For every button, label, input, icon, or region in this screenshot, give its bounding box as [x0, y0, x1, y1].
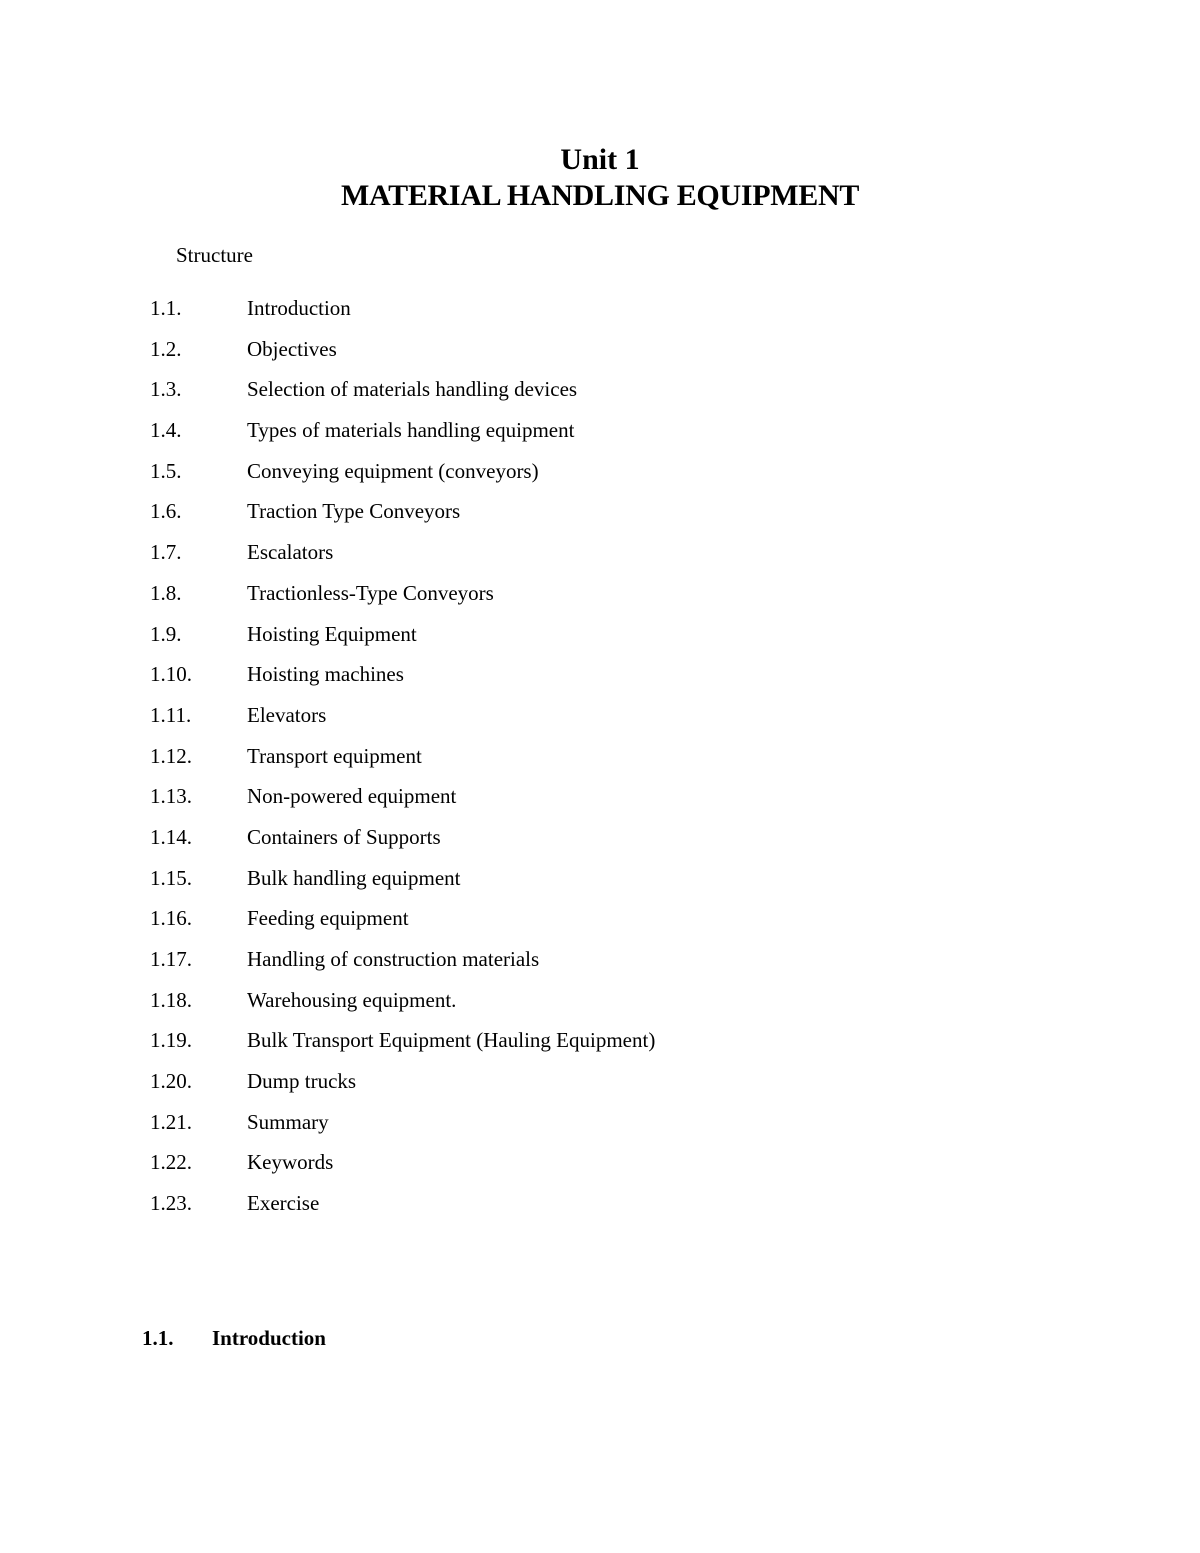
toc-item [0, 497, 1200, 538]
toc-item [0, 1026, 1200, 1067]
toc-item-title: Exercise [247, 1191, 320, 1216]
toc-item [0, 660, 1200, 701]
toc-item-title: Objectives [247, 336, 337, 361]
toc-item-number: 1.21. [150, 1109, 192, 1134]
toc-item [0, 620, 1200, 661]
toc-item [0, 335, 1200, 376]
toc-item-number: 1.12. [150, 743, 192, 768]
toc-item-number: 1.3. [150, 377, 182, 402]
toc-item-number: 1.11. [150, 702, 192, 727]
toc-item-title: Summary [247, 1109, 329, 1134]
toc-item [0, 1108, 1200, 1149]
toc-item [0, 457, 1200, 498]
section-heading [142, 1324, 326, 1352]
toc-item [0, 294, 1200, 335]
toc-item-number: 1.1. [150, 296, 182, 320]
toc-item-number: 1.20. [150, 1069, 192, 1094]
toc-item-title: Non-powered equipment [247, 784, 457, 809]
toc-item-title: Bulk Transport Equipment (Hauling Equipment) [247, 1028, 656, 1053]
toc-item-number: 1.6. [150, 499, 182, 524]
toc-item-title: Escalators [247, 540, 334, 565]
toc-item-number: 1.9. [150, 621, 182, 646]
toc-item-title: Containers of Supports [247, 824, 441, 849]
toc-item-title: Hoisting Equipment [247, 621, 417, 646]
toc-item [0, 1067, 1200, 1108]
toc-item [0, 701, 1200, 742]
toc-item [0, 782, 1200, 823]
toc-item [0, 904, 1200, 945]
toc-item-title: Warehousing equipment. [247, 987, 457, 1012]
toc-item-title: Elevators [247, 702, 327, 727]
main-title: MATERIAL HANDLING EQUIPMENT [340, 179, 860, 212]
toc-item-number: 1.4. [150, 418, 182, 443]
toc-item [0, 945, 1200, 986]
toc-item-title: Types of materials handling equipment [247, 418, 575, 443]
toc-item [0, 823, 1200, 864]
toc-item-number: 1.23. [150, 1191, 192, 1216]
unit-title: Unit 1 [560, 143, 640, 176]
toc-item-title: Selection of materials handling devices [247, 377, 578, 402]
toc-item-number: 1.22. [150, 1150, 192, 1175]
toc-item-title: Keywords [247, 1150, 334, 1175]
toc-item-title: Handling of construction materials [247, 947, 540, 971]
toc-item-title: Transport equipment [247, 743, 422, 768]
toc-item-number: 1.18. [150, 987, 192, 1012]
toc-item-title: Dump trucks [247, 1069, 357, 1094]
toc-item-title: Feeding equipment [247, 906, 409, 931]
toc-item [0, 742, 1200, 783]
section-title: Introduction [212, 1326, 326, 1350]
toc-item-number: 1.16. [150, 906, 192, 931]
toc-item-number: 1.7. [150, 540, 182, 565]
toc-item-title: Tractionless-Type Conveyors [247, 580, 494, 605]
toc-item [0, 416, 1200, 457]
toc-item-number: 1.13. [150, 784, 192, 809]
toc-item-title: Hoisting machines [247, 662, 404, 687]
toc-item [0, 864, 1200, 905]
toc-item-title: Bulk handling equipment [247, 865, 461, 890]
table-of-contents [0, 294, 1200, 1230]
toc-item [0, 986, 1200, 1027]
toc-item-number: 1.5. [150, 458, 182, 483]
toc-item [0, 579, 1200, 620]
toc-item-title: Conveying equipment (conveyors) [247, 458, 539, 483]
toc-item-number: 1.15. [150, 865, 192, 890]
section-number: 1.1. [142, 1326, 174, 1350]
toc-item [0, 538, 1200, 579]
structure-label: Structure [176, 243, 253, 267]
toc-item-number: 1.17. [150, 947, 192, 971]
toc-item-number: 1.19. [150, 1028, 192, 1053]
toc-item-title: Traction Type Conveyors [247, 499, 461, 524]
toc-item-number: 1.14. [150, 824, 192, 849]
toc-item-number: 1.2. [150, 336, 182, 361]
toc-item [0, 375, 1200, 416]
toc-item [0, 1189, 1200, 1230]
toc-item-number: 1.8. [150, 580, 182, 605]
toc-item-title: Introduction [247, 296, 351, 320]
toc-item [0, 1148, 1200, 1189]
toc-item-number: 1.10. [150, 662, 192, 687]
